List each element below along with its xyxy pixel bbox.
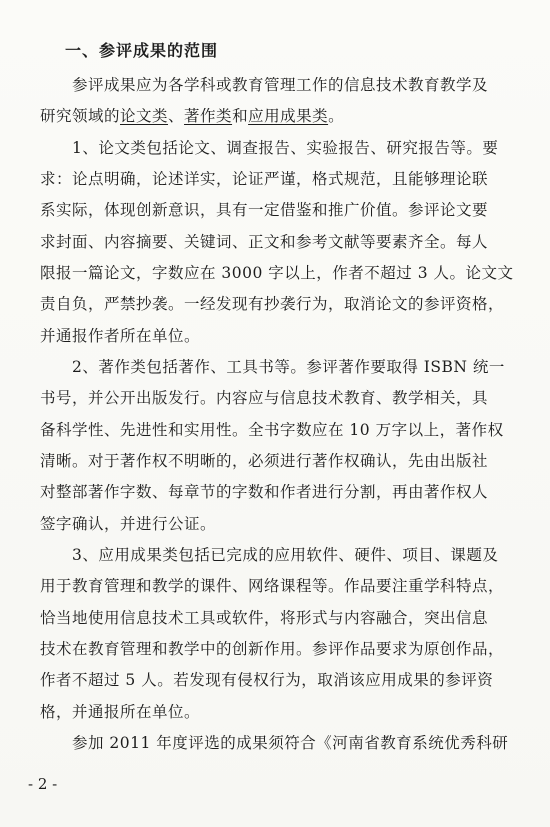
para2-line: 备科学性、先进性和实用性。全书字数应在 10 万字以上，著作权 <box>40 421 504 439</box>
para1-line: 限报一篇论文，字数应在 3000 字以上，作者不超过 3 人。论文文 <box>40 264 514 282</box>
para1-line: 并通报作者所在单位。 <box>40 327 201 345</box>
para2-line: 签字确认，并进行公证。 <box>40 515 217 533</box>
para2-line: 清晰。对于著作权不明晰的，必须进行著作权确认，先由出版社 <box>40 452 489 470</box>
para2-line: 对整部著作字数、每章节的字数和作者进行分割，再由著作权人 <box>40 483 489 501</box>
page-number: - 2 - <box>28 775 58 793</box>
para3-line: 技术在教育管理和教学中的创新作用。参评作品要求为原创作品， <box>40 640 505 658</box>
intro-suffix: 。 <box>328 107 345 125</box>
para1-line: 求：论点明确，论述详实，论证严谨，格式规范，且能够理论联 <box>40 170 489 188</box>
category-books: 著作类 <box>184 107 233 125</box>
para3-line: 3、应用成果类包括已完成的应用软件、硬件、项目、课题及 <box>72 546 499 564</box>
para1-line: 求封面、内容摘要、关键词、正文和参考文献等要素齐全。每人 <box>40 233 489 251</box>
para3-line: 格，并通报所在单位。 <box>40 703 201 721</box>
para4-line: 参加 2011 年度评选的成果须符合《河南省教育系统优秀科研 <box>72 734 509 752</box>
para3-line: 作者不超过 5 人。若发现有侵权行为，取消该应用成果的参评资 <box>40 671 494 689</box>
section-heading: 一、参评成果的范围 <box>65 41 219 60</box>
para1-line: 责自负，严禁抄袭。一经发现有抄袭行为，取消论文的参评资格， <box>40 295 505 313</box>
category-papers: 论文类 <box>120 107 169 125</box>
intro-line-1: 参评成果应为各学科或教育管理工作的信息技术教育教学及 <box>72 76 489 94</box>
para2-line: 书号，并公开出版发行。内容应与信息技术教育、教学相关，具 <box>40 389 489 407</box>
para3-line: 恰当地使用信息技术工具或软件，将形式与内容融合，突出信息 <box>40 609 489 627</box>
para1-line: 系实际，体现创新意识，具有一定借鉴和推广价值。参评论文要 <box>40 201 489 219</box>
intro-sep-1: 、 <box>168 107 185 125</box>
para3-line: 用于教育管理和教学的课件、网络课程等。作品要注重学科特点， <box>40 577 505 595</box>
category-applications: 应用成果类 <box>248 107 329 125</box>
intro-prefix: 研究领域的 <box>40 107 121 125</box>
intro-sep-2: 和 <box>232 107 249 125</box>
para1-line: 1、论文类包括论文、调查报告、实验报告、研究报告等。要 <box>72 139 499 157</box>
para2-line: 2、著作类包括著作、工具书等。参评著作要取得 ISBN 统一 <box>72 358 505 376</box>
intro-line-2 <box>40 106 518 126</box>
